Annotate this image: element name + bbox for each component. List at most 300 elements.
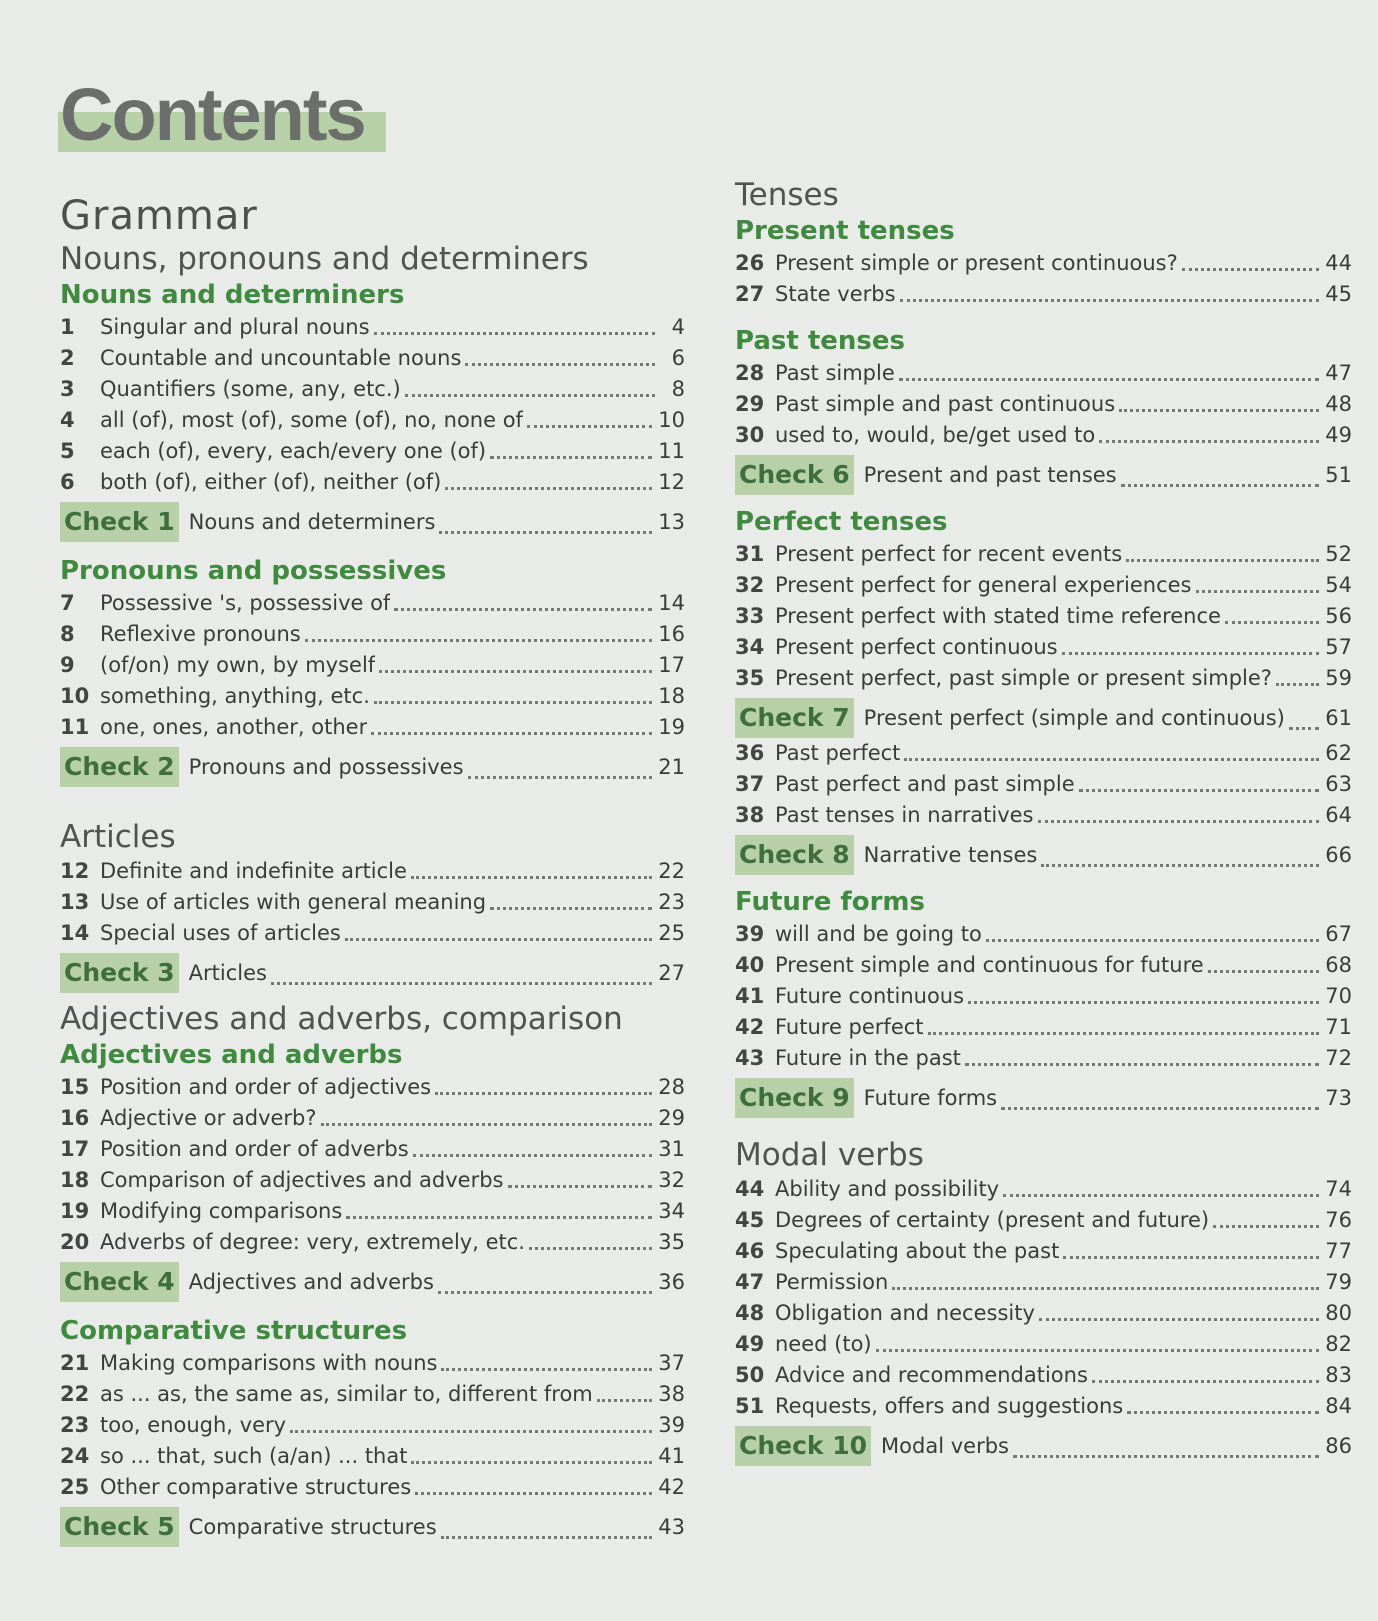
entry-page: 82: [1325, 1332, 1352, 1356]
toc-entry[interactable]: [60, 1348, 685, 1379]
toc-entry[interactable]: [735, 1205, 1352, 1236]
entry-number: 41: [735, 984, 765, 1008]
toc-entry[interactable]: [60, 887, 685, 918]
entry-title: Obligation and necessity: [775, 1301, 1035, 1325]
entry-title: Requests, offers and suggestions: [775, 1394, 1124, 1418]
dot-leader: [305, 639, 653, 642]
entry-page: 47: [1325, 361, 1352, 385]
dot-leader: [1079, 789, 1320, 792]
entry-title: Advice and recommendations: [775, 1363, 1088, 1387]
entry-page: 54: [1325, 573, 1352, 597]
toc-entry[interactable]: [60, 1072, 685, 1103]
entry-title: as ... as, the same as, similar to, different from: [100, 1382, 593, 1406]
check-slot: [735, 1426, 1352, 1466]
dot-leader: [1213, 1225, 1319, 1228]
toc-entry[interactable]: [60, 856, 685, 887]
dot-leader: [1038, 820, 1320, 823]
entry-page: 10: [658, 408, 685, 432]
entry-page: 42: [658, 1475, 685, 1499]
entry-number: 37: [735, 772, 765, 796]
dot-leader: [508, 1185, 653, 1188]
toc-entry[interactable]: [60, 918, 685, 949]
dot-leader: [374, 332, 655, 335]
entry-title: Countable and uncountable nouns: [100, 346, 462, 370]
entry-title: Reflexive pronouns: [100, 622, 301, 646]
entry-list: [735, 738, 1352, 831]
entry-number: 32: [735, 573, 765, 597]
entry-title: will and be going to: [775, 922, 982, 946]
entry-page: 84: [1325, 1394, 1352, 1418]
toc-entry[interactable]: [60, 712, 685, 743]
toc-entry[interactable]: [735, 248, 1352, 279]
entry-page: 13: [658, 510, 685, 534]
check-entry[interactable]: [60, 502, 685, 542]
toc-entry[interactable]: [60, 1134, 685, 1165]
entry-number: 2: [60, 346, 75, 370]
dot-leader: [1092, 1380, 1319, 1383]
entry-page: 17: [658, 653, 685, 677]
toc-entry[interactable]: [735, 1236, 1352, 1267]
entry-number: 19: [60, 1199, 90, 1223]
entry-page: 49: [1325, 423, 1352, 447]
entry-title: Future forms: [863, 1086, 998, 1110]
dot-leader: [876, 1349, 1320, 1352]
dot-leader: [1039, 1318, 1319, 1321]
dot-leader: [441, 1368, 652, 1371]
dot-leader: [1276, 683, 1319, 686]
check-label: Check 1: [60, 502, 179, 542]
dot-leader: [1225, 621, 1319, 624]
entry-page: 57: [1325, 635, 1352, 659]
entry-page: 22: [658, 859, 685, 883]
toc-entry[interactable]: [60, 1196, 685, 1227]
dot-leader: [346, 1216, 652, 1219]
dot-leader: [321, 1123, 653, 1126]
entry-number: 43: [735, 1046, 765, 1070]
toc-entry[interactable]: [60, 1103, 685, 1134]
entry-number: 10: [60, 684, 90, 708]
section-title: Future forms: [735, 887, 925, 917]
dot-leader: [374, 701, 652, 704]
section-title: Nouns and determiners: [60, 280, 405, 310]
page-title: Contents: [60, 73, 365, 156]
entry-title: (of/on) my own, by myself: [100, 653, 376, 677]
group-title: Modal verbs: [735, 1137, 924, 1173]
entry-title: Pronouns and possessives: [188, 755, 464, 779]
check-slot: [60, 502, 685, 542]
toc-entry[interactable]: [60, 1227, 685, 1258]
dot-leader: [986, 939, 1319, 942]
toc-entry[interactable]: [735, 663, 1352, 694]
entry-title: Past simple and past continuous: [775, 392, 1116, 416]
entry-title: Present perfect for general experiences: [775, 573, 1192, 597]
section-title: Adjectives and adverbs: [60, 1040, 403, 1070]
entry-number: 7: [60, 591, 75, 615]
entry-title: Adverbs of degree: very, extremely, etc.: [100, 1230, 525, 1254]
entry-title: need (to): [775, 1332, 872, 1356]
toc-entry[interactable]: [735, 1329, 1352, 1360]
group-nouns: [60, 240, 685, 787]
entry-page: 62: [1325, 741, 1352, 765]
dot-leader: [379, 670, 652, 673]
entry-page: 41: [658, 1444, 685, 1468]
check-slot: [735, 698, 1352, 738]
group-articles: [60, 818, 685, 993]
entry-title: all (of), most (of), some (of), no, none of: [100, 408, 523, 432]
toc-entry[interactable]: [60, 650, 685, 681]
entry-number: 1: [60, 315, 75, 339]
toc-entry[interactable]: [735, 800, 1352, 831]
dot-leader: [271, 982, 652, 985]
toc-entry[interactable]: [735, 1043, 1352, 1074]
entry-title: Ability and possibility: [775, 1177, 1000, 1201]
entry-page: 44: [1325, 251, 1352, 275]
entry-page: 67: [1325, 922, 1352, 946]
dot-leader: [1062, 652, 1320, 655]
toc-entry[interactable]: [60, 405, 685, 436]
entry-page: 64: [1325, 803, 1352, 827]
dot-leader: [1208, 970, 1320, 973]
entry-title: Past simple: [775, 361, 895, 385]
dot-leader: [1063, 1256, 1319, 1259]
dot-leader: [490, 907, 652, 910]
entry-title: Permission: [775, 1270, 889, 1294]
entry-list: [60, 1348, 685, 1503]
toc-entry[interactable]: [60, 467, 685, 498]
dot-leader: [1289, 727, 1319, 730]
entry-page: 8: [671, 377, 685, 401]
entry-number: 35: [735, 666, 765, 690]
toc-entry[interactable]: [735, 950, 1352, 981]
entry-page: 74: [1325, 1177, 1352, 1201]
toc-entry[interactable]: [60, 343, 685, 374]
entry-list: [735, 539, 1352, 694]
part-heading: [60, 193, 258, 239]
dot-leader: [439, 531, 652, 534]
toc-entry[interactable]: [735, 1267, 1352, 1298]
entry-page: 71: [1325, 1015, 1352, 1039]
dot-leader: [1001, 1107, 1319, 1110]
entry-number: 46: [735, 1239, 765, 1263]
entry-title: Present perfect for recent events: [775, 542, 1123, 566]
entry-page: 61: [1325, 706, 1352, 730]
toc-entry[interactable]: [60, 619, 685, 650]
check-label: Check 3: [60, 953, 179, 993]
group-modals: [735, 1136, 1352, 1466]
entry-number: 24: [60, 1444, 90, 1468]
entry-number: 45: [735, 1208, 765, 1232]
entry-page: 39: [658, 1413, 685, 1437]
section-title: Comparative structures: [60, 1316, 408, 1346]
entry-number: 14: [60, 921, 90, 945]
check-label: Check 6: [735, 455, 854, 495]
check-slot: [735, 835, 1352, 875]
check-entry[interactable]: [735, 455, 1352, 495]
entry-page: 76: [1325, 1208, 1352, 1232]
check-label: Check 10: [735, 1426, 871, 1466]
entry-page: 72: [1325, 1046, 1352, 1070]
check-entry[interactable]: [735, 1078, 1352, 1118]
entry-title: Narrative tenses: [863, 843, 1038, 867]
dot-leader: [1182, 268, 1320, 271]
entry-number: 51: [735, 1394, 765, 1418]
entry-page: 38: [658, 1382, 685, 1406]
toc-entry[interactable]: [60, 312, 685, 343]
toc-entry[interactable]: [60, 681, 685, 712]
dot-leader: [1119, 409, 1319, 412]
toc-entry[interactable]: [735, 738, 1352, 769]
toc-entry[interactable]: [60, 1165, 685, 1196]
entry-number: 8: [60, 622, 75, 646]
check-slot: [735, 455, 1352, 495]
check-entry[interactable]: [735, 698, 1352, 738]
dot-leader: [928, 1032, 1320, 1035]
entry-page: 19: [658, 715, 685, 739]
entry-number: 31: [735, 542, 765, 566]
entry-number: 29: [735, 392, 765, 416]
entry-page: 34: [658, 1199, 685, 1223]
entry-title: both (of), either (of), neither (of): [100, 470, 442, 494]
dot-leader: [394, 608, 652, 611]
check-label: Check 2: [60, 747, 179, 787]
entry-page: 27: [658, 961, 685, 985]
entry-number: 26: [735, 251, 765, 275]
entry-number: 33: [735, 604, 765, 628]
group-title: Articles: [60, 819, 176, 855]
entry-title: Past tenses in narratives: [775, 803, 1034, 827]
entry-title: Position and order of adjectives: [100, 1075, 432, 1099]
dot-leader: [411, 1461, 652, 1464]
entry-number: 4: [60, 408, 75, 432]
group-title: Adjectives and adverbs, comparison: [60, 1001, 623, 1037]
dot-leader: [1126, 559, 1319, 562]
entry-page: 86: [1325, 1434, 1352, 1458]
dot-leader: [1121, 484, 1320, 487]
entry-title: Articles: [188, 961, 267, 985]
entry-title: Singular and plural nouns: [100, 315, 370, 339]
entry-number: 11: [60, 715, 90, 739]
entry-number: 25: [60, 1475, 90, 1499]
dot-leader: [904, 758, 1319, 761]
entry-page: 28: [658, 1075, 685, 1099]
dot-leader: [490, 456, 652, 459]
entry-title: Future in the past: [775, 1046, 961, 1070]
entry-title: Past perfect and past simple: [775, 772, 1075, 796]
toc-entry[interactable]: [735, 601, 1352, 632]
dot-leader: [371, 732, 652, 735]
toc-entry[interactable]: [735, 981, 1352, 1012]
check-entry[interactable]: [60, 1507, 685, 1547]
entry-number: 34: [735, 635, 765, 659]
toc-entry[interactable]: [60, 1379, 685, 1410]
entry-page: 29: [658, 1106, 685, 1130]
entry-list: [60, 856, 685, 949]
check-entry[interactable]: [60, 1262, 685, 1302]
toc-entry[interactable]: [60, 1472, 685, 1503]
check-entry[interactable]: [735, 1426, 1352, 1466]
dot-leader: [405, 394, 655, 397]
toc-entry[interactable]: [60, 436, 685, 467]
entry-page: 48: [1325, 392, 1352, 416]
group-title: Nouns, pronouns and determiners: [60, 241, 589, 277]
toc-entry[interactable]: [735, 570, 1352, 601]
toc-entry[interactable]: [735, 539, 1352, 570]
entry-number: 6: [60, 470, 75, 494]
toc-entry[interactable]: [735, 919, 1352, 950]
entry-number: 20: [60, 1230, 90, 1254]
entry-number: 36: [735, 741, 765, 765]
entry-title: Quantifiers (some, any, etc.): [100, 377, 401, 401]
entry-title: Other comparative structures: [100, 1475, 412, 1499]
entry-page: 51: [1325, 463, 1352, 487]
entry-number: 50: [735, 1363, 765, 1387]
toc-entry[interactable]: [60, 588, 685, 619]
toc-entry[interactable]: [60, 374, 685, 405]
dot-leader: [529, 1247, 652, 1250]
entry-page: 68: [1325, 953, 1352, 977]
entry-list: [735, 358, 1352, 451]
entry-page: 21: [658, 755, 685, 779]
check-slot: [60, 747, 685, 787]
entry-list: [735, 248, 1352, 310]
entry-page: 6: [671, 346, 685, 370]
entry-title: Future perfect: [775, 1015, 924, 1039]
check-label: Check 5: [60, 1507, 179, 1547]
dot-leader: [445, 487, 652, 490]
entry-page: 18: [658, 684, 685, 708]
entry-title: each (of), every, each/every one (of): [100, 439, 487, 463]
entry-title: Present and past tenses: [863, 463, 1117, 487]
entry-page: 66: [1325, 843, 1352, 867]
entry-title: Adjectives and adverbs: [188, 1270, 434, 1294]
entry-page: 79: [1325, 1270, 1352, 1294]
check-label: Check 7: [735, 698, 854, 738]
dot-leader: [465, 363, 655, 366]
dot-leader: [441, 1536, 653, 1539]
entry-number: 42: [735, 1015, 765, 1039]
entry-title: Possessive 's, possessive of: [100, 591, 391, 615]
entry-page: 59: [1325, 666, 1352, 690]
entry-list: [735, 1174, 1352, 1422]
toc-entry[interactable]: [735, 632, 1352, 663]
toc-entry[interactable]: [735, 1360, 1352, 1391]
entry-title: one, ones, another, other: [100, 715, 368, 739]
entry-page: 45: [1325, 282, 1352, 306]
group-adjectives: [60, 1000, 685, 1547]
toc-entry[interactable]: [60, 1410, 685, 1441]
entry-page: 31: [658, 1137, 685, 1161]
entry-number: 17: [60, 1137, 90, 1161]
entry-number: 23: [60, 1413, 90, 1437]
check-entry[interactable]: [735, 835, 1352, 875]
check-entry[interactable]: [60, 747, 685, 787]
entry-number: 28: [735, 361, 765, 385]
dot-leader: [900, 299, 1320, 302]
dot-leader: [413, 1154, 653, 1157]
dot-leader: [892, 1287, 1319, 1290]
entry-number: 5: [60, 439, 75, 463]
entry-title: Present simple or present continuous?: [775, 251, 1178, 275]
entry-title: Position and order of adverbs: [100, 1137, 409, 1161]
check-slot: [735, 1078, 1352, 1118]
entry-list: [60, 312, 685, 498]
dot-leader: [1099, 440, 1319, 443]
entry-page: 14: [658, 591, 685, 615]
entry-page: 36: [658, 1270, 685, 1294]
entry-number: 3: [60, 377, 75, 401]
entry-title: Special uses of articles: [100, 921, 341, 945]
entry-title: Future continuous: [775, 984, 965, 1008]
entry-page: 70: [1325, 984, 1352, 1008]
check-entry[interactable]: [60, 953, 685, 993]
entry-title: Present perfect, past simple or present simple?: [775, 666, 1272, 690]
dot-leader: [1013, 1455, 1319, 1458]
toc-entry[interactable]: [735, 1174, 1352, 1205]
toc-entry[interactable]: [735, 279, 1352, 310]
entry-number: 49: [735, 1332, 765, 1356]
dot-leader: [345, 938, 652, 941]
entry-title: State verbs: [775, 282, 896, 306]
entry-title: so ... that, such (a/an) ... that: [100, 1444, 408, 1468]
section-title: Perfect tenses: [735, 507, 948, 537]
dot-leader: [597, 1399, 653, 1402]
dot-leader: [290, 1430, 652, 1433]
toc-entry[interactable]: [735, 389, 1352, 420]
toc-entry[interactable]: [735, 1391, 1352, 1422]
entry-title: Nouns and determiners: [188, 510, 436, 534]
dot-leader: [968, 1001, 1319, 1004]
dot-leader: [435, 1092, 652, 1095]
toc-entry[interactable]: [735, 420, 1352, 451]
entry-page: 12: [658, 470, 685, 494]
entry-title: something, anything, etc.: [100, 684, 370, 708]
entry-title: Present perfect (simple and continuous): [863, 706, 1285, 730]
toc-entry[interactable]: [735, 769, 1352, 800]
part-heading-text: Grammar: [60, 193, 258, 239]
entry-list: [60, 1072, 685, 1258]
toc-entry[interactable]: [60, 1441, 685, 1472]
entry-title: Modal verbs: [881, 1434, 1009, 1458]
check-label: Check 9: [735, 1078, 854, 1118]
entry-number: 18: [60, 1168, 90, 1192]
section-title: Present tenses: [735, 216, 955, 246]
entry-title: Modifying comparisons: [100, 1199, 343, 1223]
entry-title: Comparative structures: [188, 1515, 437, 1539]
dot-leader: [965, 1063, 1319, 1066]
entry-page: 11: [658, 439, 685, 463]
entry-title: Comparison of adjectives and adverbs: [100, 1168, 504, 1192]
entry-page: 43: [658, 1515, 685, 1539]
entry-number: 38: [735, 803, 765, 827]
entry-title: Past perfect: [775, 741, 901, 765]
entry-page: 77: [1325, 1239, 1352, 1263]
entry-page: 4: [671, 315, 685, 339]
entry-title: Making comparisons with nouns: [100, 1351, 438, 1375]
entry-number: 12: [60, 859, 90, 883]
entry-number: 40: [735, 953, 765, 977]
dot-leader: [411, 876, 652, 879]
entry-title: used to, would, be/get used to: [775, 423, 1096, 447]
toc-entry[interactable]: [735, 1298, 1352, 1329]
entry-page: 83: [1325, 1363, 1352, 1387]
section-title: Past tenses: [735, 326, 906, 356]
entry-title: Speculating about the past: [775, 1239, 1060, 1263]
toc-entry[interactable]: [735, 358, 1352, 389]
entry-page: 63: [1325, 772, 1352, 796]
check-slot: [60, 953, 685, 993]
toc-entry[interactable]: [735, 1012, 1352, 1043]
check-label: Check 4: [60, 1262, 179, 1302]
